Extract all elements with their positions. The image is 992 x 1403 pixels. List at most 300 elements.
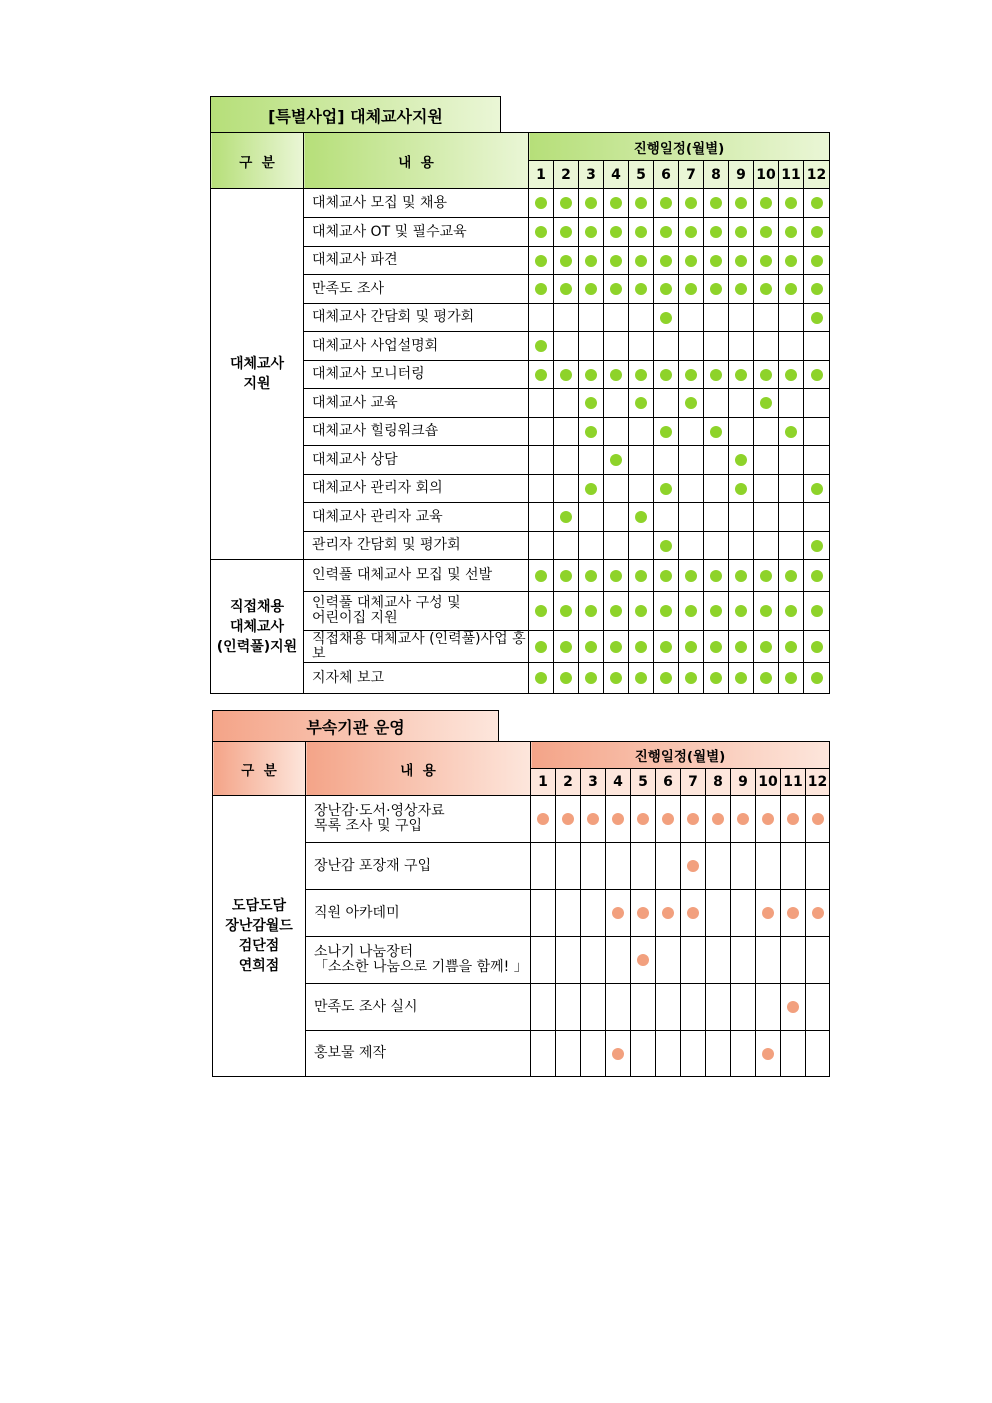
month-cell — [579, 275, 604, 304]
month-cell — [754, 275, 779, 304]
month-header: 7 — [679, 161, 704, 189]
month-cell — [556, 984, 581, 1031]
schedule-dot-icon — [610, 605, 622, 617]
month-cell — [806, 984, 830, 1031]
month-cell — [554, 592, 579, 631]
table-row — [213, 796, 830, 843]
schedule-dot-icon — [811, 255, 823, 267]
month-cell — [679, 389, 704, 418]
month-cell — [679, 361, 704, 389]
month-cell — [581, 843, 606, 890]
schedule-dot-icon — [710, 641, 722, 653]
month-cell — [754, 592, 779, 631]
month-cell — [556, 843, 581, 890]
month-cell — [629, 418, 654, 446]
schedule-dot-icon — [712, 813, 724, 825]
content-cell: 대체교사 관리자 회의 — [304, 475, 529, 503]
content-cell: 대체교사 사업설명회 — [304, 332, 529, 361]
month-cell — [804, 275, 830, 304]
month-cell — [806, 937, 830, 984]
month-cell — [554, 503, 579, 532]
month-cell — [729, 304, 754, 332]
content-cell: 대체교사 힐링워크숍 — [304, 418, 529, 446]
month-header: 8 — [704, 161, 729, 189]
month-cell — [654, 475, 679, 503]
schedule-dot-icon — [687, 813, 699, 825]
month-cell — [531, 984, 556, 1031]
month-cell — [779, 663, 804, 694]
month-cell — [781, 937, 806, 984]
schedule-dot-icon — [635, 672, 647, 684]
month-cell — [654, 389, 679, 418]
month-cell — [554, 532, 579, 560]
month-cell — [679, 189, 704, 218]
schedule-dot-icon — [785, 641, 797, 653]
month-cell — [604, 663, 629, 694]
schedule-dot-icon — [735, 570, 747, 582]
month-cell — [679, 475, 704, 503]
schedule-dot-icon — [785, 672, 797, 684]
month-cell — [779, 631, 804, 663]
month-cell — [556, 937, 581, 984]
month-cell — [679, 560, 704, 592]
month-cell — [681, 937, 706, 984]
schedule-dot-icon — [811, 197, 823, 209]
schedule-dot-icon — [585, 570, 597, 582]
schedule-dot-icon — [560, 283, 572, 295]
schedule-dot-icon — [635, 369, 647, 381]
schedule-dot-icon — [635, 397, 647, 409]
schedule-dot-icon — [660, 641, 672, 653]
schedule-dot-icon — [785, 605, 797, 617]
month-header: 6 — [654, 161, 679, 189]
month-cell — [704, 218, 729, 247]
month-cell — [604, 418, 629, 446]
month-cell — [654, 361, 679, 389]
month-cell — [704, 560, 729, 592]
schedule-dot-icon — [660, 605, 672, 617]
content-cell: 대체교사 모니터링 — [304, 361, 529, 389]
schedule-dot-icon — [660, 226, 672, 238]
month-cell — [804, 532, 830, 560]
month-cell — [704, 332, 729, 361]
month-cell — [631, 890, 656, 937]
month-header: 8 — [706, 769, 731, 796]
category-cell: 도담도담 장난감월드 검단점 연희점 — [213, 796, 306, 1077]
month-cell — [754, 247, 779, 275]
month-cell — [706, 937, 731, 984]
month-cell — [679, 532, 704, 560]
month-cell — [529, 592, 554, 631]
month-cell — [629, 560, 654, 592]
schedule-dot-icon — [660, 255, 672, 267]
month-header: 4 — [604, 161, 629, 189]
month-cell — [604, 247, 629, 275]
month-cell — [729, 663, 754, 694]
month-cell — [529, 389, 554, 418]
month-cell — [731, 984, 756, 1031]
schedule-dot-icon — [562, 813, 574, 825]
month-cell — [529, 418, 554, 446]
month-cell — [529, 663, 554, 694]
month-cell — [554, 418, 579, 446]
month-cell — [579, 189, 604, 218]
month-cell — [579, 532, 604, 560]
schedule-dot-icon — [560, 605, 572, 617]
month-cell — [554, 446, 579, 475]
month-cell — [554, 663, 579, 694]
table-row — [213, 890, 830, 937]
month-cell — [781, 796, 806, 843]
schedule-dot-icon — [637, 907, 649, 919]
month-cell — [781, 890, 806, 937]
month-cell — [806, 1031, 830, 1077]
schedule-dot-icon — [760, 283, 772, 295]
schedule-dot-icon — [560, 197, 572, 209]
schedule-dot-icon — [660, 483, 672, 495]
month-cell — [554, 631, 579, 663]
schedule-dot-icon — [687, 860, 699, 872]
month-cell — [529, 361, 554, 389]
month-cell — [556, 796, 581, 843]
month-cell — [579, 475, 604, 503]
month-cell — [529, 218, 554, 247]
month-cell — [654, 189, 679, 218]
month-header: 7 — [681, 769, 706, 796]
month-cell — [806, 796, 830, 843]
month-cell — [804, 332, 830, 361]
month-cell — [729, 332, 754, 361]
schedule-dot-icon — [737, 813, 749, 825]
month-cell — [779, 304, 804, 332]
month-cell — [606, 890, 631, 937]
month-cell — [704, 304, 729, 332]
schedule-dot-icon — [660, 570, 672, 582]
month-header: 2 — [554, 161, 579, 189]
month-cell — [529, 446, 554, 475]
schedule-dot-icon — [685, 570, 697, 582]
month-cell — [779, 389, 804, 418]
month-cell — [629, 592, 654, 631]
month-cell — [779, 592, 804, 631]
table-row — [211, 389, 830, 418]
month-cell — [754, 218, 779, 247]
month-cell — [581, 796, 606, 843]
month-cell — [731, 796, 756, 843]
table-row — [211, 275, 830, 304]
month-cell — [779, 189, 804, 218]
month-cell — [706, 796, 731, 843]
month-cell — [804, 663, 830, 694]
month-cell — [531, 843, 556, 890]
month-cell — [704, 475, 729, 503]
month-cell — [579, 560, 604, 592]
month-cell — [706, 984, 731, 1031]
month-header: 11 — [781, 769, 806, 796]
month-cell — [556, 1031, 581, 1077]
schedule-dot-icon — [785, 226, 797, 238]
month-cell — [604, 503, 629, 532]
month-cell — [731, 843, 756, 890]
month-cell — [529, 475, 554, 503]
content-cell: 대체교사 상담 — [304, 446, 529, 475]
month-cell — [704, 631, 729, 663]
month-cell — [729, 389, 754, 418]
schedule-dot-icon — [660, 283, 672, 295]
month-cell — [706, 1031, 731, 1077]
month-cell — [529, 247, 554, 275]
month-cell — [579, 446, 604, 475]
table-row — [211, 560, 830, 592]
schedule-dot-icon — [535, 369, 547, 381]
month-cell — [656, 890, 681, 937]
month-cell — [754, 332, 779, 361]
month-cell — [656, 937, 681, 984]
month-header: 6 — [656, 769, 681, 796]
schedule-dot-icon — [610, 226, 622, 238]
month-cell — [656, 1031, 681, 1077]
schedule-dot-icon — [710, 226, 722, 238]
schedule-dot-icon — [535, 197, 547, 209]
month-cell — [654, 418, 679, 446]
table-row — [211, 446, 830, 475]
month-cell — [779, 503, 804, 532]
schedule-dot-icon — [735, 369, 747, 381]
month-cell — [579, 631, 604, 663]
month-cell — [729, 592, 754, 631]
month-cell — [629, 532, 654, 560]
schedule-dot-icon — [787, 1001, 799, 1013]
schedule-dot-icon — [560, 672, 572, 684]
month-cell — [754, 446, 779, 475]
table-row — [211, 189, 830, 218]
month-cell — [604, 560, 629, 592]
schedule-dot-icon — [811, 312, 823, 324]
schedule-dot-icon — [660, 369, 672, 381]
month-cell — [554, 560, 579, 592]
month-cell — [804, 631, 830, 663]
table-row — [213, 937, 830, 984]
schedule-dot-icon — [612, 813, 624, 825]
month-cell — [781, 984, 806, 1031]
schedule-dot-icon — [610, 197, 622, 209]
content-cell: 대체교사 파견 — [304, 247, 529, 275]
month-cell — [704, 503, 729, 532]
schedule-dot-icon — [585, 283, 597, 295]
schedule-dot-icon — [685, 255, 697, 267]
schedule-dot-icon — [710, 426, 722, 438]
month-cell — [679, 275, 704, 304]
schedule-dot-icon — [760, 605, 772, 617]
month-cell — [804, 304, 830, 332]
schedule-dot-icon — [735, 454, 747, 466]
month-cell — [679, 332, 704, 361]
table-row — [211, 332, 830, 361]
schedule-dot-icon — [762, 1048, 774, 1060]
schedule-dot-icon — [585, 369, 597, 381]
month-cell — [654, 592, 679, 631]
schedule-dot-icon — [635, 255, 647, 267]
month-cell — [731, 890, 756, 937]
schedule-dot-icon — [535, 283, 547, 295]
month-cell — [679, 663, 704, 694]
month-cell — [531, 890, 556, 937]
schedule-table-substitute-teacher — [210, 132, 830, 694]
month-cell — [681, 890, 706, 937]
schedule-dot-icon — [635, 511, 647, 523]
schedule-dot-icon — [811, 540, 823, 552]
schedule-dot-icon — [787, 907, 799, 919]
schedule-dot-icon — [787, 813, 799, 825]
month-cell — [604, 389, 629, 418]
month-cell — [804, 592, 830, 631]
schedule-dot-icon — [585, 255, 597, 267]
month-header: 1 — [529, 161, 554, 189]
month-cell — [729, 631, 754, 663]
month-cell — [654, 247, 679, 275]
schedule-dot-icon — [637, 954, 649, 966]
month-cell — [704, 275, 729, 304]
month-cell — [604, 475, 629, 503]
month-cell — [756, 984, 781, 1031]
month-cell — [581, 984, 606, 1031]
month-cell — [579, 247, 604, 275]
month-cell — [779, 332, 804, 361]
month-cell — [531, 1031, 556, 1077]
schedule-dot-icon — [585, 397, 597, 409]
table-row — [211, 532, 830, 560]
content-cell: 인력풀 대체교사 모집 및 선발 — [304, 560, 529, 592]
month-cell — [581, 890, 606, 937]
month-cell — [554, 332, 579, 361]
month-cell — [654, 218, 679, 247]
content-cell: 장난감 포장재 구입 — [306, 843, 531, 890]
month-cell — [654, 275, 679, 304]
month-cell — [806, 843, 830, 890]
schedule-dot-icon — [760, 255, 772, 267]
schedule-dot-icon — [710, 283, 722, 295]
schedule-dot-icon — [585, 605, 597, 617]
month-cell — [754, 475, 779, 503]
schedule-dot-icon — [710, 197, 722, 209]
schedule-dot-icon — [812, 813, 824, 825]
content-cell: 장난감·도서·영상자료 목록 조사 및 구입 — [306, 796, 531, 843]
schedule-dot-icon — [587, 813, 599, 825]
month-cell — [604, 446, 629, 475]
month-cell — [804, 446, 830, 475]
schedule-dot-icon — [760, 570, 772, 582]
month-cell — [704, 361, 729, 389]
schedule-dot-icon — [585, 226, 597, 238]
month-cell — [779, 418, 804, 446]
schedule-dot-icon — [760, 197, 772, 209]
month-cell — [579, 304, 604, 332]
month-cell — [804, 560, 830, 592]
table-row — [211, 304, 830, 332]
month-cell — [554, 275, 579, 304]
schedule-dot-icon — [785, 197, 797, 209]
month-cell — [681, 984, 706, 1031]
month-cell — [804, 218, 830, 247]
month-cell — [779, 532, 804, 560]
month-cell — [704, 389, 729, 418]
month-cell — [531, 796, 556, 843]
schedule-dot-icon — [687, 907, 699, 919]
month-cell — [654, 304, 679, 332]
month-cell — [629, 503, 654, 532]
schedule-dot-icon — [685, 283, 697, 295]
month-cell — [704, 418, 729, 446]
table-row — [213, 843, 830, 890]
month-cell — [804, 361, 830, 389]
month-cell — [781, 1031, 806, 1077]
month-cell — [754, 304, 779, 332]
schedule-dot-icon — [662, 907, 674, 919]
month-cell — [729, 560, 754, 592]
schedule-dot-icon — [710, 369, 722, 381]
schedule-dot-icon — [560, 369, 572, 381]
month-cell — [679, 446, 704, 475]
section-title-affiliated-facility: 부속기관 운영 — [212, 710, 499, 742]
schedule-dot-icon — [535, 255, 547, 267]
header-schedule: 진행일정(월별) — [531, 742, 830, 769]
month-cell — [554, 389, 579, 418]
month-cell — [704, 446, 729, 475]
schedule-dot-icon — [585, 197, 597, 209]
schedule-dot-icon — [760, 226, 772, 238]
month-cell — [629, 663, 654, 694]
month-cell — [804, 475, 830, 503]
month-cell — [554, 218, 579, 247]
content-cell: 인력풀 대체교사 구성 및 어린이집 지원 — [304, 592, 529, 631]
schedule-dot-icon — [585, 641, 597, 653]
schedule-dot-icon — [585, 672, 597, 684]
schedule-dot-icon — [811, 605, 823, 617]
month-cell — [679, 592, 704, 631]
schedule-dot-icon — [535, 570, 547, 582]
month-cell — [554, 475, 579, 503]
month-header: 9 — [731, 769, 756, 796]
content-cell: 관리자 간담회 및 평가회 — [304, 532, 529, 560]
schedule-dot-icon — [811, 570, 823, 582]
month-header: 5 — [631, 769, 656, 796]
month-cell — [704, 532, 729, 560]
month-cell — [804, 389, 830, 418]
month-cell — [529, 560, 554, 592]
schedule-dot-icon — [762, 813, 774, 825]
month-cell — [579, 418, 604, 446]
month-cell — [654, 503, 679, 532]
schedule-dot-icon — [710, 255, 722, 267]
schedule-dot-icon — [785, 426, 797, 438]
month-cell — [606, 796, 631, 843]
schedule-dot-icon — [735, 483, 747, 495]
schedule-dot-icon — [535, 340, 547, 352]
month-cell — [704, 592, 729, 631]
schedule-dot-icon — [811, 226, 823, 238]
month-cell — [604, 361, 629, 389]
month-cell — [581, 1031, 606, 1077]
schedule-dot-icon — [760, 672, 772, 684]
month-cell — [754, 663, 779, 694]
month-cell — [631, 843, 656, 890]
schedule-dot-icon — [735, 672, 747, 684]
schedule-dot-icon — [610, 454, 622, 466]
month-cell — [779, 361, 804, 389]
schedule-dot-icon — [685, 641, 697, 653]
month-cell — [606, 1031, 631, 1077]
schedule-dot-icon — [585, 426, 597, 438]
